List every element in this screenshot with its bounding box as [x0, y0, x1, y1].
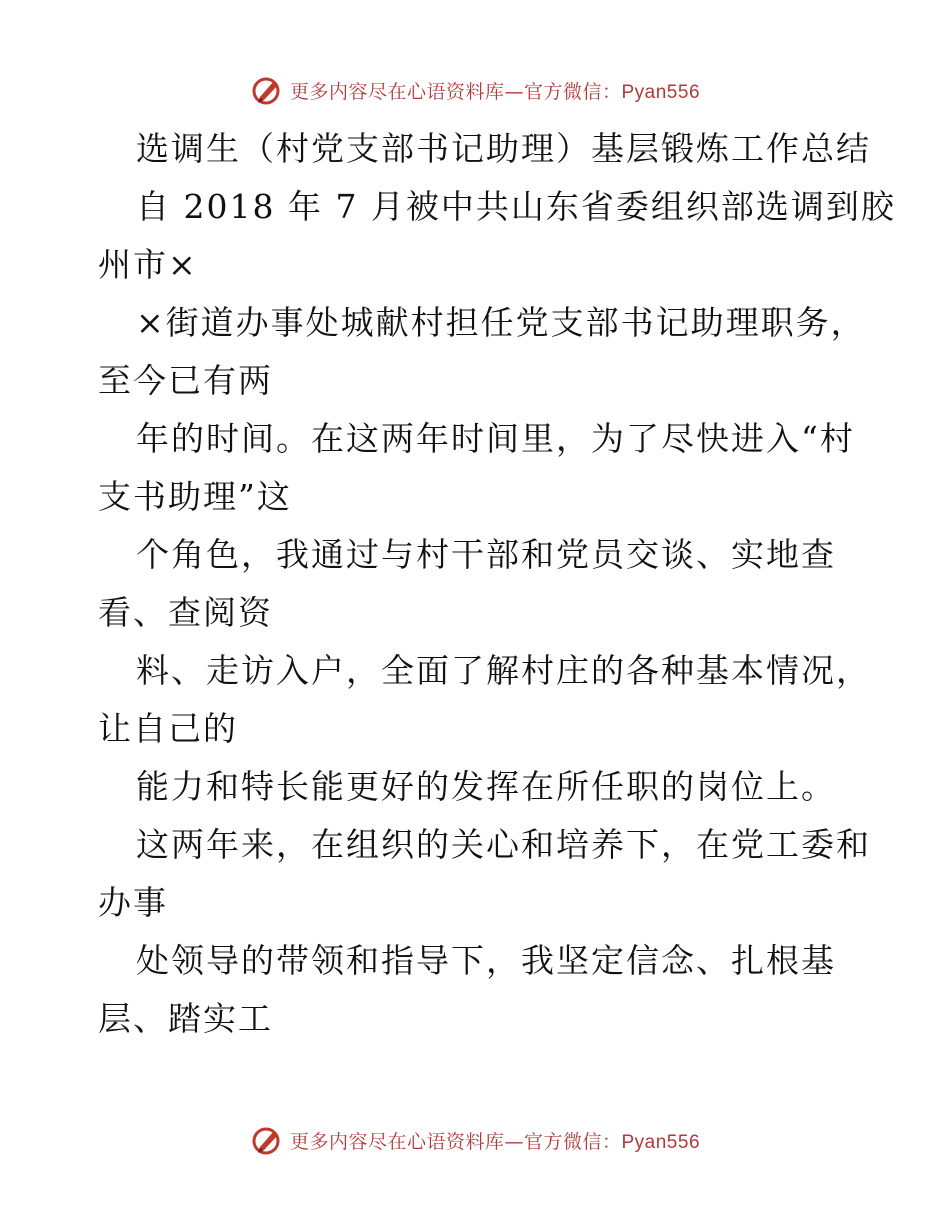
paragraph-line: 能力和特长能更好的发挥在所任职的岗位上。 [136, 767, 836, 806]
banner-text [290, 1127, 700, 1154]
document-title: 选调生（村党支部书记助理）基层锻炼工作总结 [136, 129, 871, 168]
footer-banner [0, 1120, 950, 1160]
document-body [98, 120, 896, 1048]
pen-nib-logo-icon [250, 1123, 284, 1157]
paragraph-line: 个角色，我通过与村干部和党员交谈、实地查 [136, 535, 836, 574]
paragraph-line: 这两年来，在组织的关心和培养下，在党工委和 [136, 825, 871, 864]
paragraph-line: 自 2018 年 7 月被中共山东省委组织部选调到胶 [136, 187, 896, 226]
banner-text-cn: 更多内容尽在心语资料库—官方微信： [289, 1130, 622, 1153]
paragraph-line: 支书助理”这 [98, 477, 292, 516]
paragraph-line: 看、查阅资 [98, 593, 273, 632]
paragraph-line: 层、踏实工 [98, 999, 273, 1038]
paragraph-line: 年的时间。在这两年时间里，为了尽快进入“村 [136, 419, 855, 458]
banner-wechat-id: Pyan556 [621, 1131, 701, 1153]
banner-text-cn: 更多内容尽在心语资料库—官方微信： [289, 80, 622, 103]
paragraph-line: 料、走访入户，全面了解村庄的各种基本情况， [136, 651, 871, 690]
banner-text [290, 77, 700, 104]
paragraph-line: ×街道办事处城献村担任党支部书记助理职务， [136, 303, 866, 342]
paragraph-line: 让自己的 [98, 709, 238, 748]
header-banner [0, 70, 950, 110]
paragraph-line: 办事 [98, 883, 168, 922]
paragraph-line: 至今已有两 [98, 361, 273, 400]
banner-wechat-id: Pyan556 [621, 81, 701, 103]
paragraph-line: 处领导的带领和指导下，我坚定信念、扎根基 [136, 941, 836, 980]
paragraph-line: 州市× [98, 245, 198, 284]
pen-nib-logo-icon [250, 73, 284, 107]
